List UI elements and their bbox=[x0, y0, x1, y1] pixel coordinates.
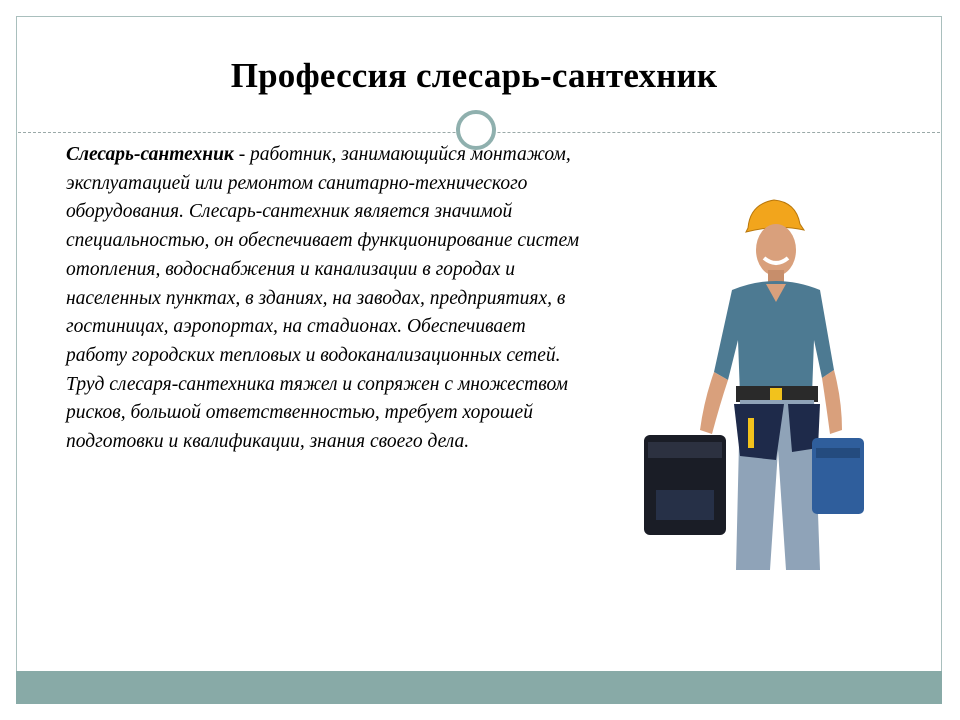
slide-title: Профессия слесарь-сантехник bbox=[230, 56, 718, 95]
definition-text: - работник, занимающийся монтажом, эксплуатацией или ремонтом санитарно-технического оборудования. Слесарь-сантехник является значимой специальностью, он обеспечивает функционирование систем отопления, водоснабжения и канализации в городах и населенных пунктах, в зданиях, на заводах, предприятиях, в гостиницах, аэропортах, на стадионах. Обеспечивает работу городских тепловых и водоканализационных сетей. Труд слесаря-сантехника тяжел и сопряжен с множеством рисков, большой ответственностью, требует хорошей подготовки и квалификации, знания своего дела. bbox=[66, 144, 580, 453]
footer-bar bbox=[16, 671, 942, 704]
definition-paragraph bbox=[66, 141, 586, 457]
worker-head bbox=[756, 224, 796, 276]
worker-illustration bbox=[636, 190, 876, 575]
definition-term: Слесарь-сантехник bbox=[66, 144, 234, 165]
